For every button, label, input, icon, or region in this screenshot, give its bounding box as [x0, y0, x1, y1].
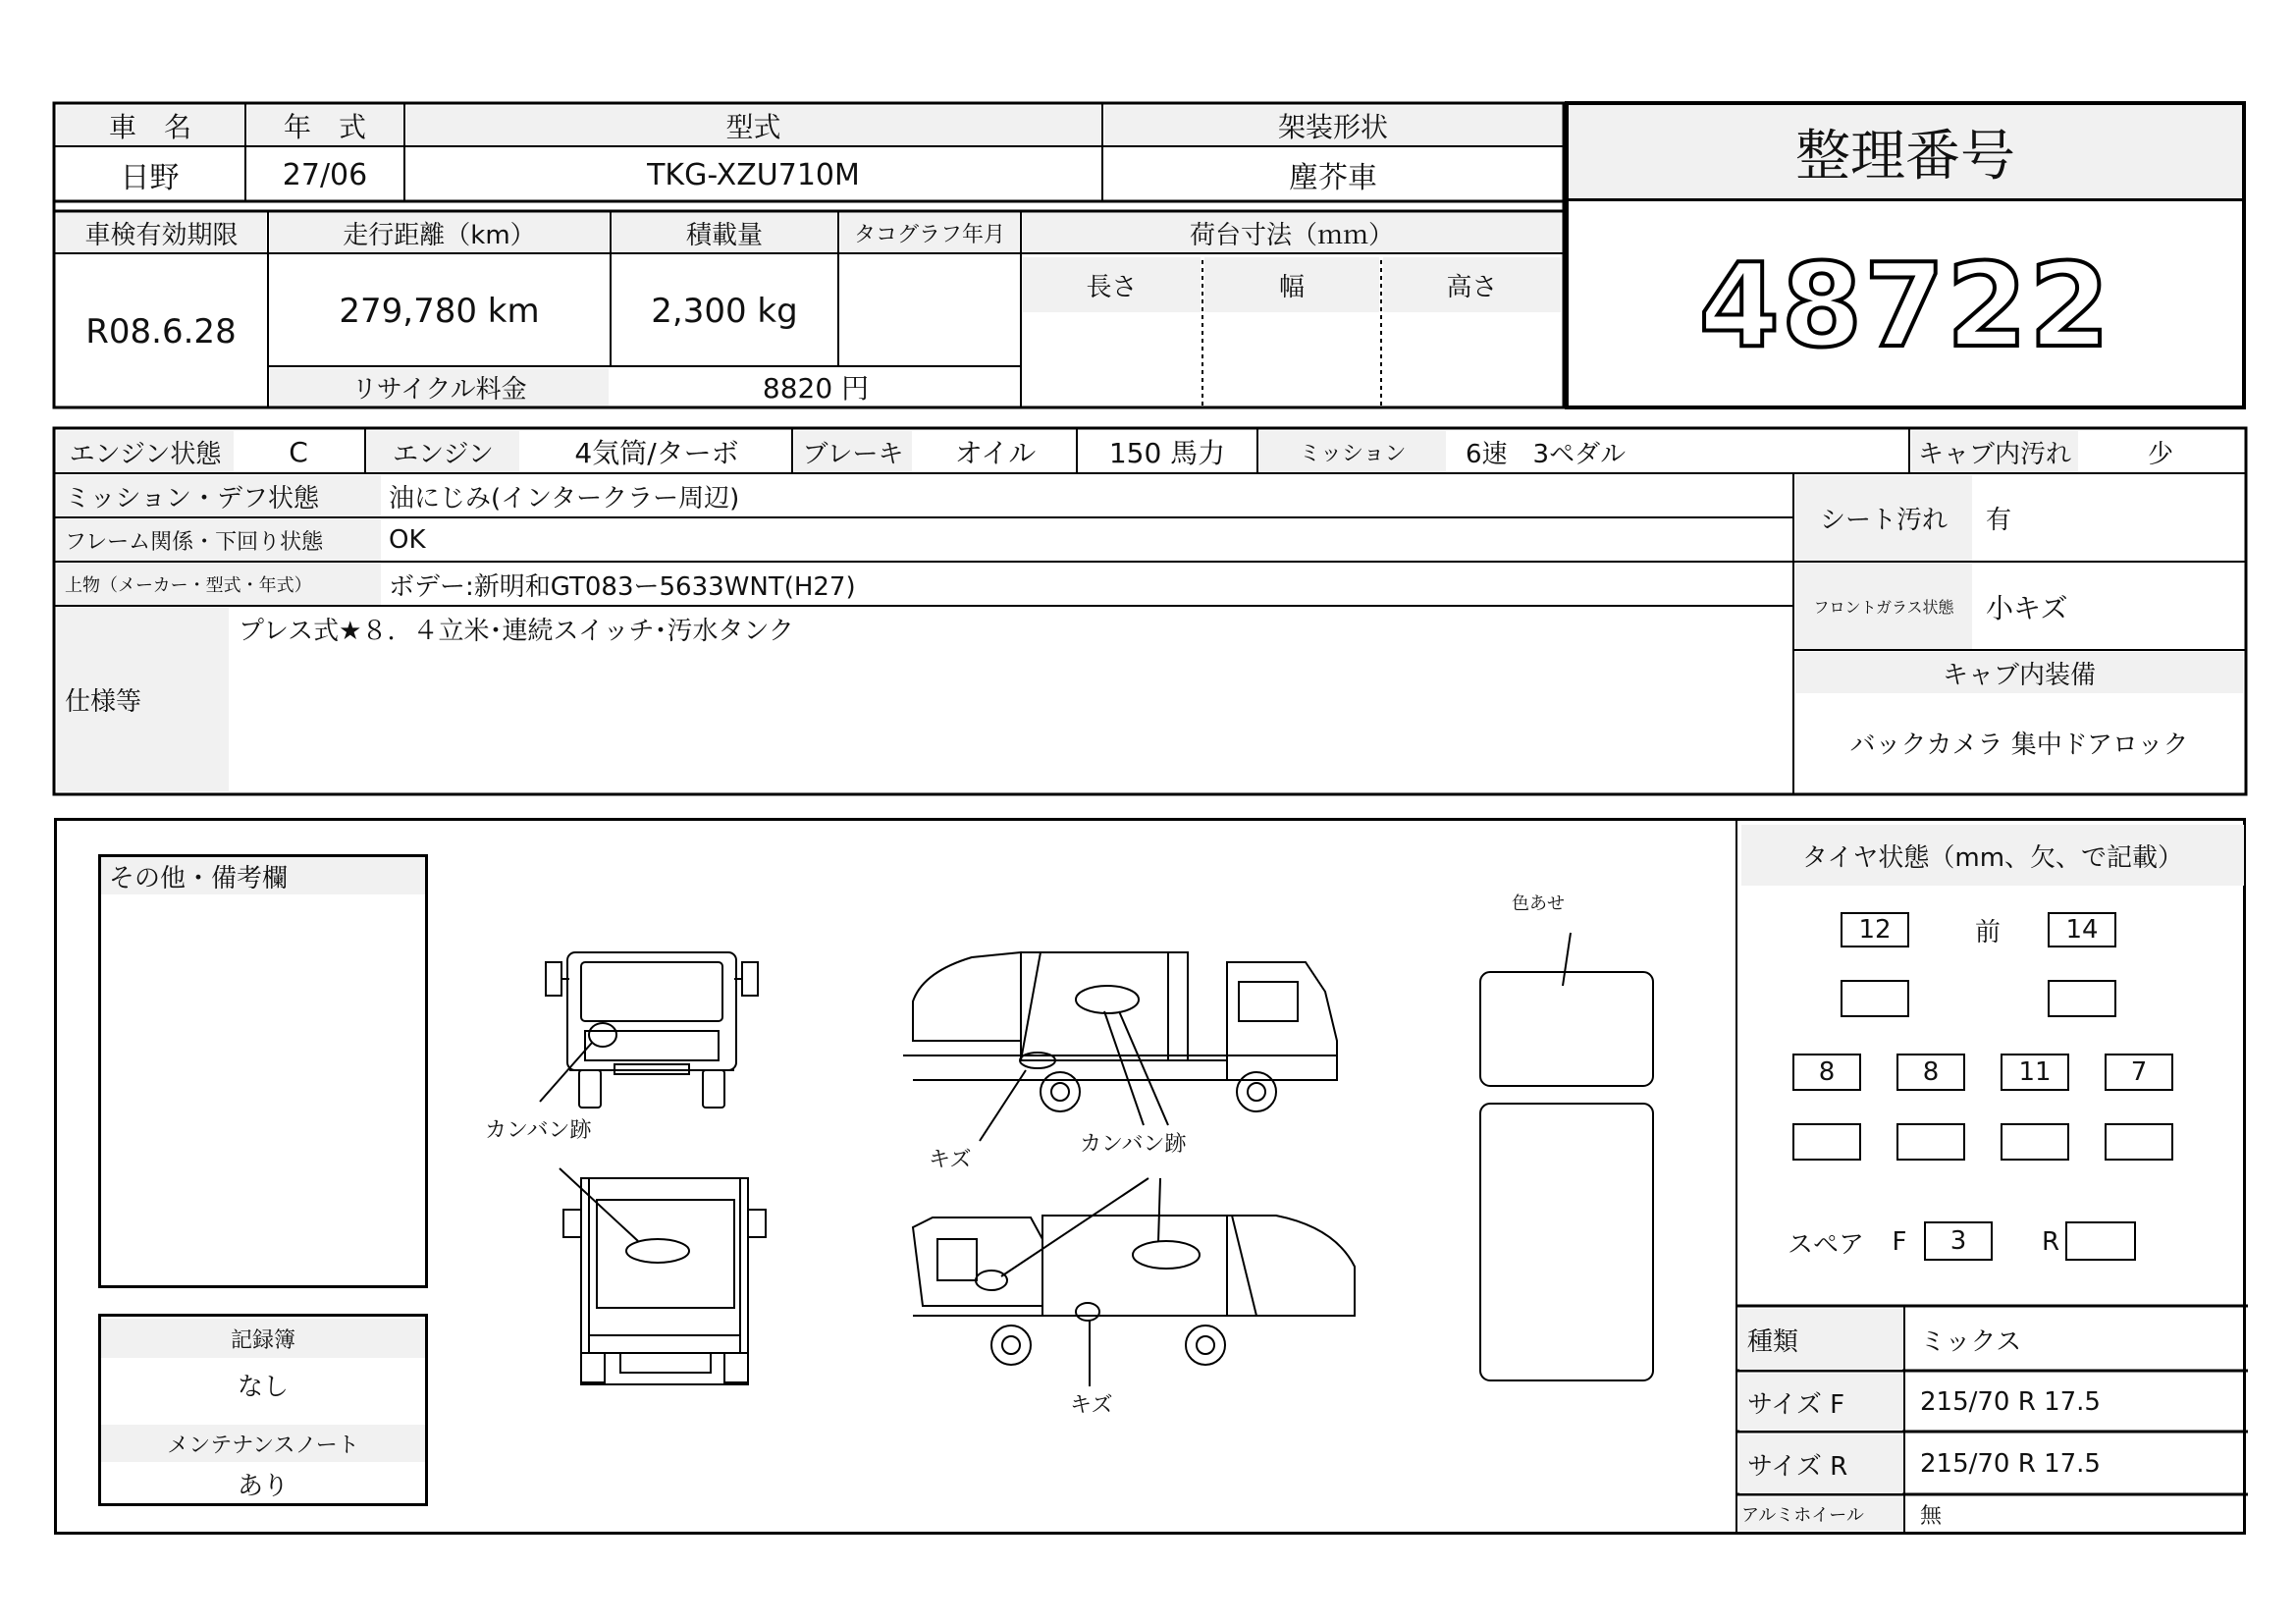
year-label: 年 式	[247, 106, 402, 145]
record-label: 記録簿	[101, 1319, 425, 1358]
alumi-value: 無	[1920, 1503, 1943, 1529]
engine-value: 4気筒/ターボ	[574, 437, 739, 469]
tire-title: タイヤ状態（mm、欠、で記載）	[1741, 825, 2244, 886]
capacity-value: 2,300 kg	[651, 291, 798, 331]
power-value: 150 馬力	[1108, 437, 1226, 469]
recycle-value: 8820 円	[762, 372, 870, 405]
spare-f-label: F	[1892, 1227, 1907, 1257]
spare-r-label: R	[2041, 1227, 2060, 1257]
upper-label: 上物（メーカー・型式・年式）	[57, 564, 381, 605]
tire-rear-1: 8	[1792, 1054, 1861, 1091]
engine-label: エンジン	[367, 431, 519, 472]
year-value: 27/06	[282, 157, 368, 192]
record-value: なし	[237, 1372, 289, 1402]
frame-value: OK	[389, 525, 426, 555]
tire-size-f-label: サイズ F	[1739, 1374, 1902, 1431]
truck-top-view	[1480, 933, 1653, 1380]
body-type-value: 塵芥車	[1289, 161, 1377, 195]
seat-dirt-value: 有	[1986, 506, 2012, 535]
frame-label: フレーム関係・下回り状態	[57, 519, 381, 561]
annotation-kizu-lower: キズ	[1070, 1393, 1113, 1418]
cargo-height-label: 高さ	[1383, 257, 1561, 312]
inspection-value: R08.6.28	[85, 311, 237, 352]
windshield-value: 小キズ	[1986, 591, 2068, 624]
tire-size-r-value: 215/70 R 17.5	[1920, 1449, 2101, 1479]
mileage-value: 279,780 km	[339, 291, 540, 331]
spare-f-value: 3	[1924, 1221, 1993, 1261]
annotation-kizu-upper: キズ	[929, 1148, 972, 1172]
maker-label: 車 名	[57, 106, 243, 145]
cab-dirt-value: 少	[2147, 439, 2173, 469]
tire-front-label: 前	[1974, 917, 2001, 947]
engine-state-label: エンジン状態	[57, 431, 234, 472]
mission-value: 6速 3ペダル	[1466, 439, 1627, 469]
truck-side-view-right	[903, 952, 1337, 1141]
cab-equip-label: キャブ内装備	[1795, 652, 2243, 693]
tire-front-left: 12	[1841, 912, 1909, 947]
mission-def-value: 油にじみ(インタークラー周辺)	[389, 483, 740, 514]
maintenance-label: メンテナンスノート	[101, 1425, 425, 1462]
spare-label: スペア	[1787, 1229, 1864, 1260]
seat-dirt-label: シート汚れ	[1795, 475, 1972, 561]
maintenance-value: あり	[237, 1471, 289, 1501]
spec-value: プレス式★８．４立米･連続スイッチ･汚水タンク	[239, 617, 794, 646]
tire-size-f-value: 215/70 R 17.5	[1920, 1387, 2101, 1417]
maker-value: 日野	[120, 161, 180, 195]
cargo-size-label: 荷台寸法（ｍｍ）	[1023, 213, 1561, 252]
truck-side-view-left	[913, 1178, 1355, 1386]
mission-label: ミッション	[1259, 431, 1446, 472]
recycle-label: リサイクル料金	[270, 368, 609, 406]
tire-front-right: 14	[2048, 912, 2116, 947]
model-label: 型式	[406, 106, 1100, 145]
body-type-label: 架装形状	[1104, 106, 1562, 145]
mission-def-label: ミッション・デフ状態	[57, 475, 381, 516]
inspection-label: 車検有効期限	[57, 213, 266, 252]
engine-state-value: C	[289, 435, 308, 468]
brake-label: ブレーキ	[794, 431, 912, 472]
cab-dirt-label: キャブ内汚れ	[1911, 431, 2078, 472]
spec-label: 仕様等	[57, 608, 229, 791]
upper-value: ボデー:新明和GT083ー5633WNT(H27)	[389, 571, 856, 602]
model-value: TKG-XZU710M	[647, 157, 860, 192]
reference-label: 整理番号	[1569, 105, 2242, 201]
remarks-label: その他・備考欄	[101, 857, 425, 894]
tire-kind-value: ミックス	[1920, 1326, 2022, 1357]
capacity-label: 積載量	[613, 213, 836, 252]
tire-size-r-label: サイズ R	[1739, 1434, 1902, 1493]
tire-rear-3: 11	[2001, 1054, 2069, 1091]
cab-equip-value: バックカメラ 集中ドアロック	[1849, 730, 2189, 760]
annotation-kanban-front: カンバン跡	[485, 1118, 592, 1143]
windshield-label: フロントガラス状態	[1795, 564, 1972, 649]
tire-section	[1735, 821, 2246, 1535]
mileage-label: 走行距離（km）	[270, 213, 609, 252]
annotation-kanban-side: カンバン跡	[1080, 1132, 1187, 1157]
tire-rear-2: 8	[1896, 1054, 1965, 1091]
tacho-label: タコグラフ年月	[840, 213, 1019, 252]
truck-front-view	[540, 952, 766, 1384]
cargo-width-label: 幅	[1204, 257, 1379, 312]
tire-rear-4: 7	[2105, 1054, 2173, 1091]
alumi-label: アルミホイール	[1739, 1497, 1902, 1531]
annotation-fade: 色あせ	[1512, 893, 1565, 914]
brake-value: オイル	[954, 437, 1037, 469]
cargo-length-label: 長さ	[1023, 257, 1201, 312]
tire-kind-label: 種類	[1739, 1309, 1902, 1370]
reference-number: 48722	[1698, 237, 2112, 373]
